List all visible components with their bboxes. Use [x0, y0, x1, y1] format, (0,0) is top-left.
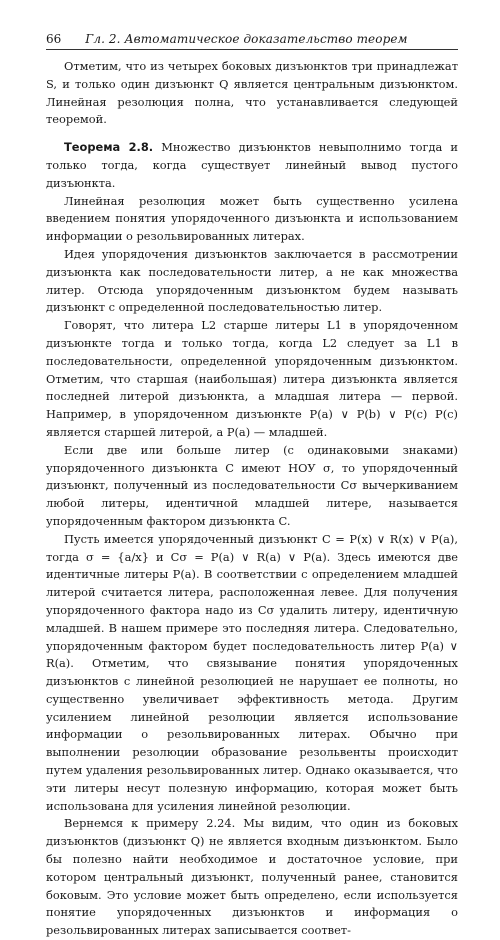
paragraph: Если две или больше литер (с одинаковыми знаками) упорядоченного дизъюнкта C имеют НОУ σ, то упорядоченный дизъюнкт, полученный из последовательности Cσ вычеркиванием любой литеры, идентичной младшей литере, называется упорядоченным фактором дизъюнкта C.: [46, 442, 458, 528]
page-number: 66: [46, 32, 62, 46]
paragraph: Пусть имеется упорядоченный дизъюнкт C = P(x) ∨ R(x) ∨ P(a), тогда σ = {a/x} и Cσ = P(a) ∨ R(a) ∨ P(a). Здесь имеются две идентичные литеры P(a). В соответствии с определением младшей литерой считается литера, расположенная левее. Для получения упорядоченного фактора надо из Cσ удалить литеру, идентичную младшей. В нашем примере это последняя литера. Следовательно, упорядоченным фактором будет последовательность литер P(a) ∨ R(a). Отметим, что связывание понятия упорядоченных дизъюнктов с линейной резолюцией не нарушает ее полноты, но существенно увеличивает эффективность метода. Другим усилением линейной резолюции является использование информации о резольвированных литерах. Обычно при выполнении резолюции образование резольвенты происходит путем удаления резольвированных литер. Однако оказывается, что эти литеры несут полезную информацию, которая может быть использована для усиления линейной резолюции.: [46, 531, 458, 813]
paragraph: Идея упорядочения дизъюнктов заключается в рассмотрении дизъюнкта как последовательности литер, а не как множества литер. Отсюда упорядоченным дизъюнктом будем называть дизъюнкт с определенной последовательностью литер.: [46, 246, 458, 315]
running-header: [46, 32, 458, 50]
page-body: [46, 58, 458, 940]
paragraph: Отметим, что из четырех боковых дизъюнктов три принадлежат S, и только один дизъюнкт Q является центральным дизъюнктом. Линейная резолюция полна, что устанавливается следующей теоремой.: [46, 59, 458, 127]
paragraph: Линейная резолюция может быть существенно усилена введением понятия упорядоченного дизъюнкта и использованием информации о резольвированных литерах.: [46, 193, 458, 244]
theorem-text: Множество дизъюнктов невыполнимо тогда и только тогда, когда существует линейный вывод пустого дизъюнкта.: [46, 140, 458, 190]
theorem-statement: [46, 139, 458, 192]
theorem-label: Теорема 2.8.: [64, 140, 154, 155]
paragraph: Вернемся к примеру 2.24. Мы видим, что один из боковых дизъюнктов (дизъюнкт Q) не является входным дизъюнктом. Было бы полезно найти необходимое и достаточное условие, при котором центральный дизъюнкт, полученный ранее, становится боковым. Это условие может быть определено, если используется понятие упорядоченных дизъюнктов и информация о резольвированных литерах записывается соответ-: [46, 816, 458, 938]
paragraph: Говорят, что литера L2 старше литеры L1 в упорядоченном дизъюнкте тогда и только тогда, когда L2 следует за L1 в последовательности, определенной упорядоченным дизъюнктом. Отметим, что старшая (наибольшая) литера дизъюнкта является последней литерой дизъюнкта, а младшая литера — первой. Например, в упорядоченном дизъюнкте P(a) ∨ P(b) ∨ P(c) P(c) является старшей литерой, а P(a) — младшей.: [46, 318, 458, 439]
running-title: Гл. 2. Автоматическое доказательство теорем: [85, 32, 408, 46]
